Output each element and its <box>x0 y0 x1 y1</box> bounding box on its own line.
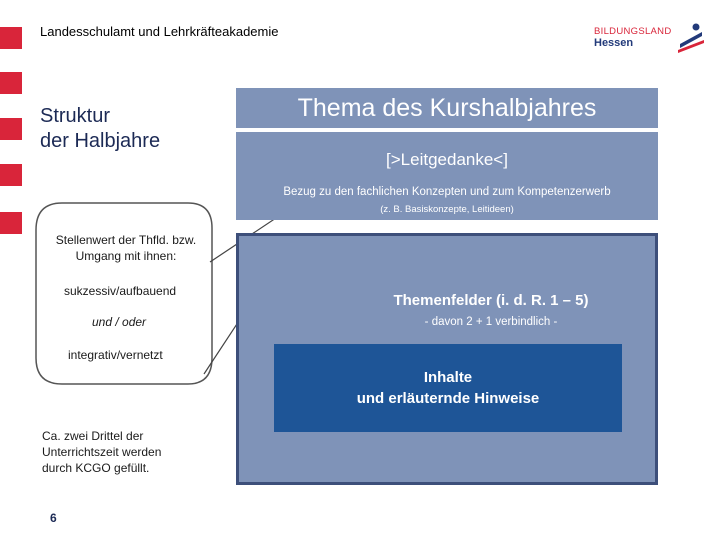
callout-footer-line-1: Ca. zwei Drittel der <box>42 429 144 443</box>
callout-connector: und / oder <box>92 315 147 329</box>
guiding-idea-label: [>Leitgedanke<] <box>386 150 508 169</box>
header-organization: Landesschulamt und Lehrkräfteakademie <box>40 24 279 39</box>
slide-title: Struktur der Halbjahre <box>40 105 161 152</box>
callout-option-2: integrativ/vernetzt <box>68 348 163 362</box>
topic-fields-label: Themenfelder (i. d. R. 1 – 5) <box>393 292 589 309</box>
guiding-idea-examples: (z. B. Basiskonzepte, Leitideen) <box>380 204 514 215</box>
callout-footer-line-2: Unterrichtszeit werden <box>42 445 162 459</box>
contents-label: Inhalte und erläuternde Hinweise <box>356 369 540 407</box>
logo-top-text: BILDUNGSLAND <box>594 26 672 37</box>
slide-number: 6 <box>50 511 57 525</box>
guiding-idea-reference: Bezug zu den fachlichen Konzepten und zum Kompetenzerwerb <box>283 186 611 198</box>
guiding-idea-box <box>236 132 658 220</box>
contents-box <box>274 344 622 432</box>
callout-option-1: sukzessiv/aufbauend <box>64 284 177 298</box>
logo-bottom-text: Hessen <box>594 37 634 49</box>
callout-intro <box>40 232 212 264</box>
callout-intro-line-1: Stellenwert der Thfld. bzw. <box>55 233 197 247</box>
theme-box <box>236 88 658 128</box>
topic-fields-note: - davon 2 + 1 verbindlich - <box>424 316 558 328</box>
callout-intro-line-2: Umgang mit ihnen: <box>75 249 177 263</box>
theme-label: Thema des Kurshalbjahres <box>297 93 597 122</box>
callout-footer <box>42 428 161 476</box>
callout-footer-line-3: durch KCGO gefüllt. <box>42 461 150 475</box>
